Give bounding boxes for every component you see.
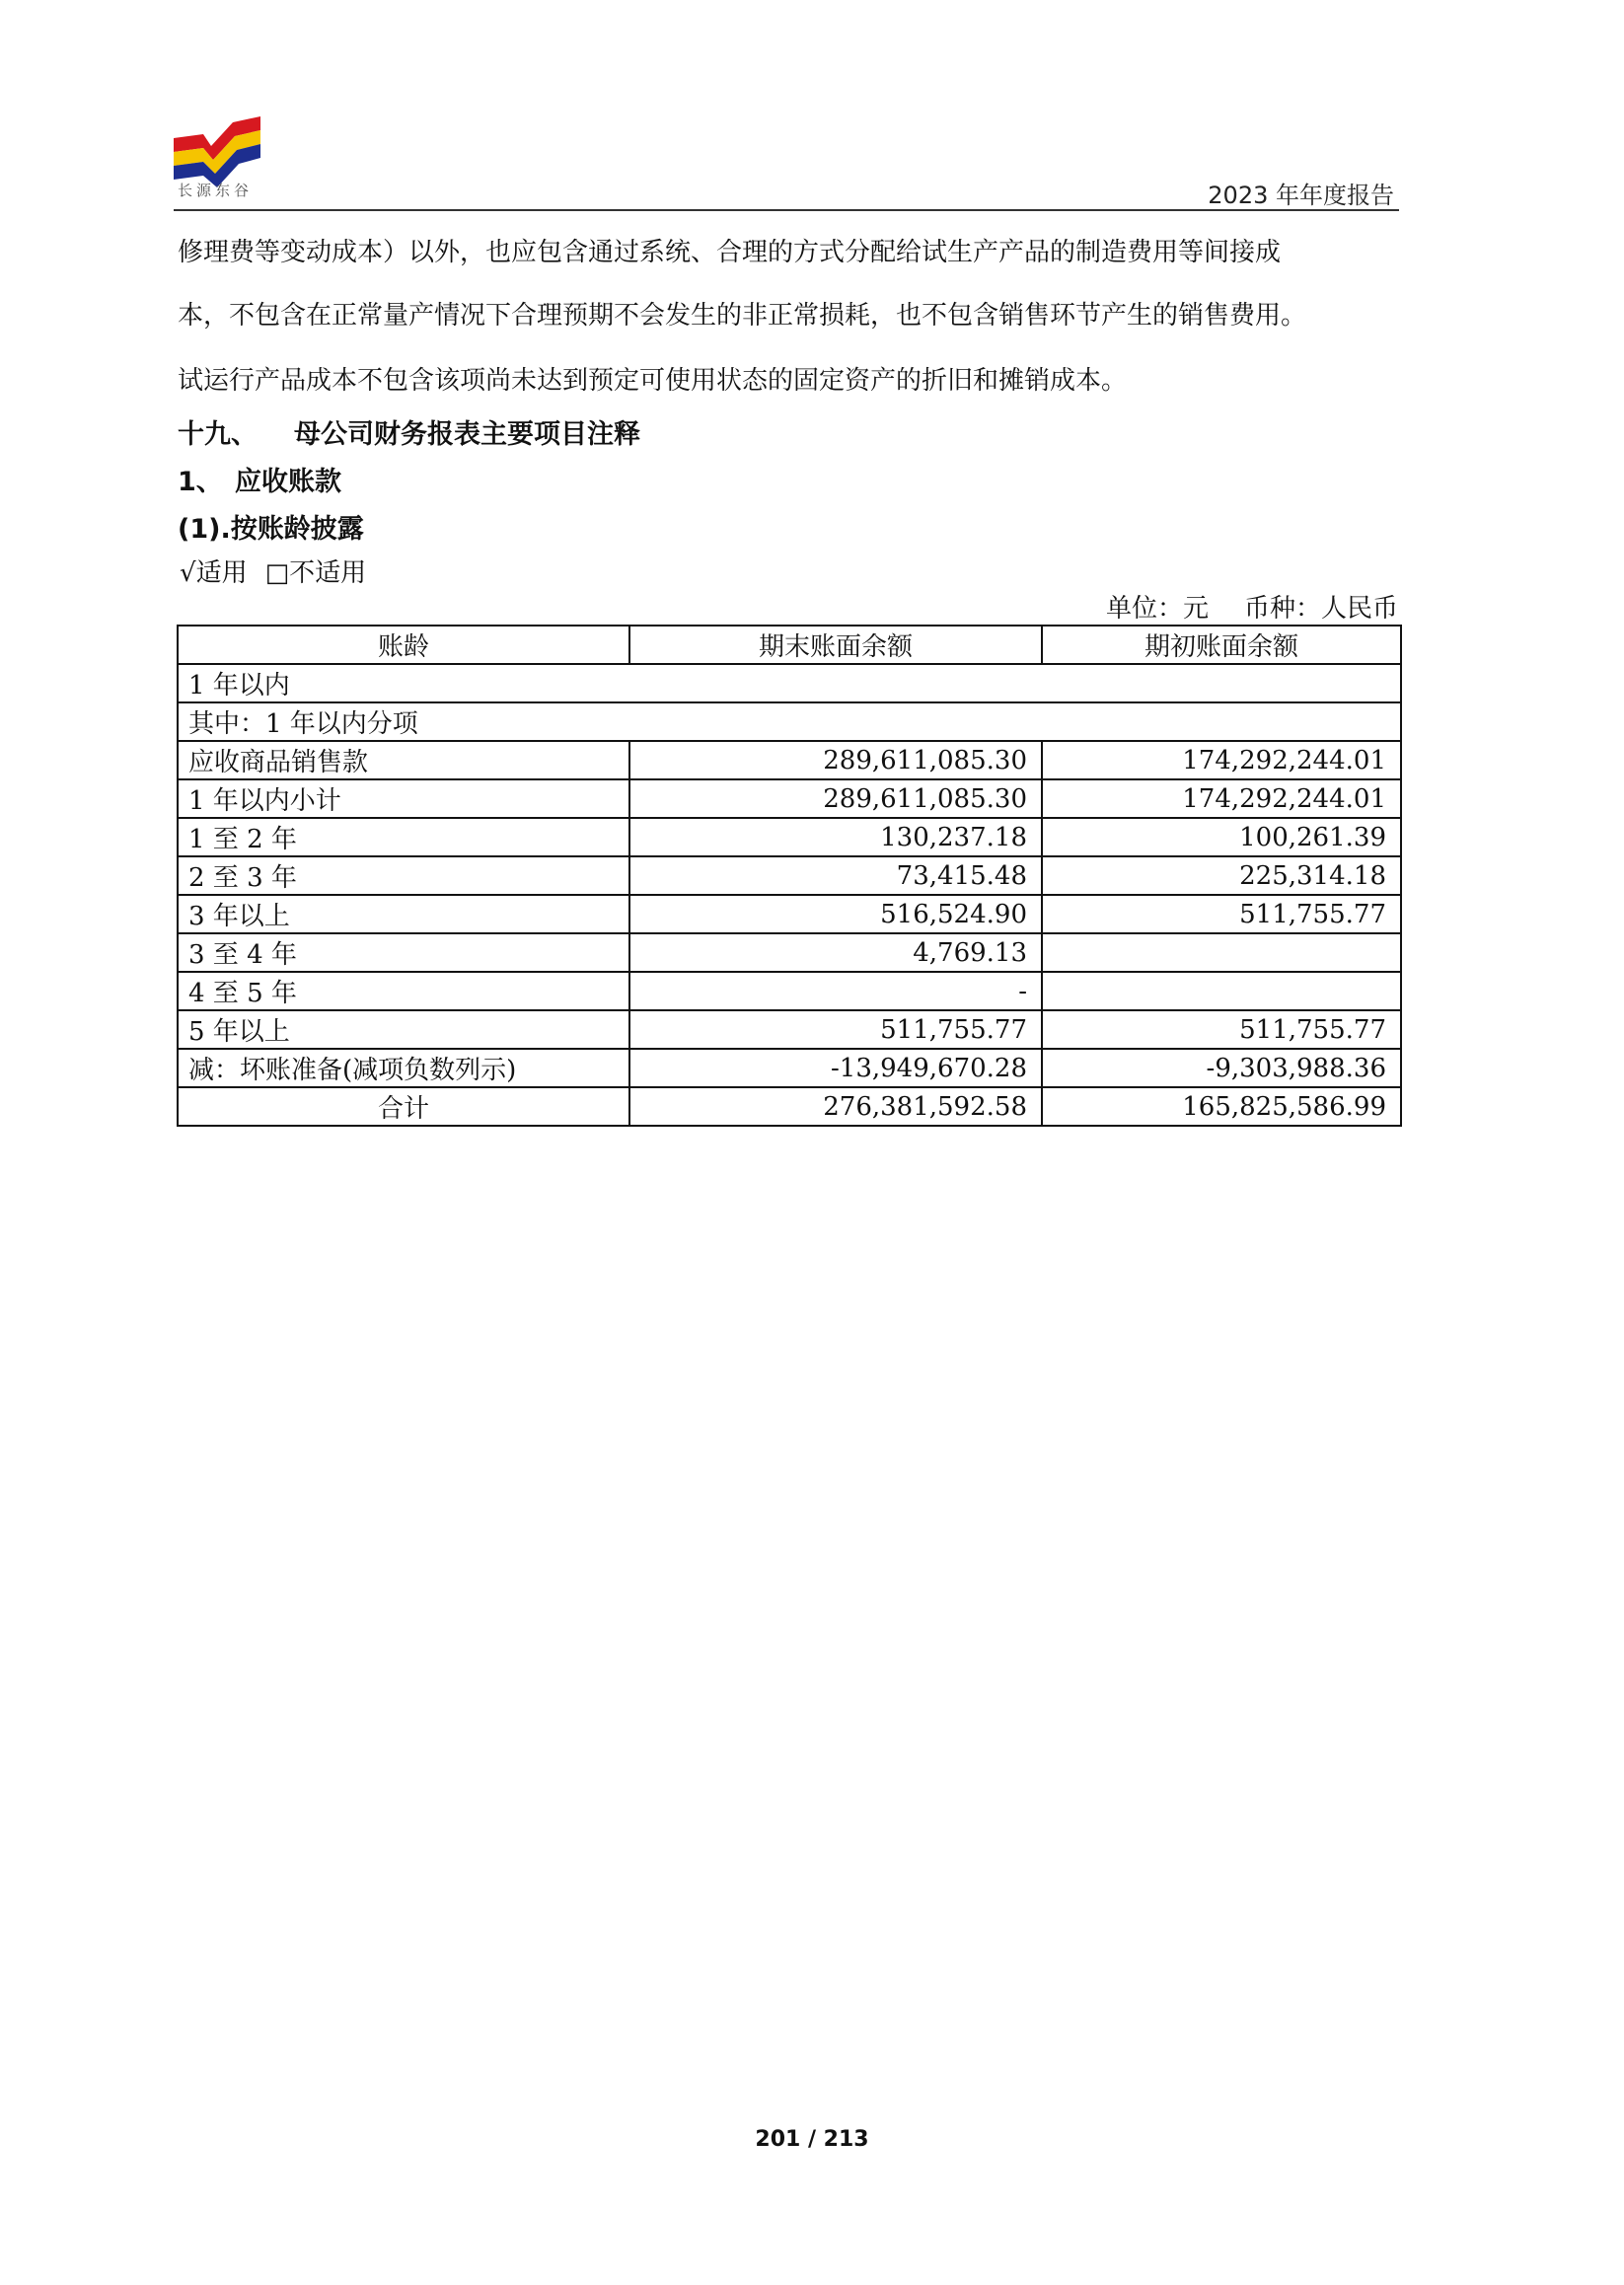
table-row bbox=[178, 856, 1401, 895]
subsection-number: 1、 bbox=[178, 467, 223, 497]
ending-balance-cell: - bbox=[629, 972, 1042, 1010]
section-heading bbox=[178, 412, 640, 451]
report-title: 2023 年年度报告 bbox=[1208, 182, 1394, 209]
unit-note bbox=[1106, 588, 1398, 625]
row-label: 3 至 4 年 bbox=[178, 933, 629, 972]
table-row bbox=[178, 779, 1401, 818]
row-label: 应收商品销售款 bbox=[178, 741, 629, 779]
logo-text: 长源东谷 bbox=[178, 182, 254, 199]
beginning-balance-cell: 511,755.77 bbox=[1042, 1010, 1401, 1049]
page-number: 201 / 213 bbox=[755, 2127, 869, 2152]
subsubsection-heading: (1).按账龄披露 bbox=[178, 514, 364, 545]
section-number: 十九、 bbox=[178, 419, 258, 450]
table-header-row bbox=[178, 626, 1401, 664]
row-label: 3 年以上 bbox=[178, 895, 629, 933]
table-row bbox=[178, 664, 1401, 702]
table-row bbox=[178, 818, 1401, 856]
applicability-options bbox=[180, 553, 366, 589]
beginning-balance-cell: 174,292,244.01 bbox=[1042, 741, 1401, 779]
row-label: 1 年以内小计 bbox=[178, 779, 629, 818]
header-divider bbox=[174, 209, 1399, 211]
ending-balance-cell: -13,949,670.28 bbox=[629, 1049, 1042, 1087]
table-row bbox=[178, 741, 1401, 779]
table-row bbox=[178, 933, 1401, 972]
subsection-heading bbox=[178, 460, 341, 498]
section-title: 母公司财务报表主要项目注释 bbox=[294, 419, 640, 450]
row-label: 合计 bbox=[178, 1087, 629, 1126]
beginning-balance-cell: -9,303,988.36 bbox=[1042, 1049, 1401, 1087]
body-paragraph-2: 本，不包含在正常量产情况下合理预期不会发生的非正常损耗，也不包含销售环节产生的销售费用。 bbox=[178, 301, 1307, 331]
ending-balance-cell: 73,415.48 bbox=[629, 856, 1042, 895]
beginning-balance-cell bbox=[1042, 933, 1401, 972]
row-label: 5 年以上 bbox=[178, 1010, 629, 1049]
column-header-aging: 账龄 bbox=[178, 626, 629, 664]
row-label: 减：坏账准备(减项负数列示) bbox=[178, 1049, 629, 1087]
table-row bbox=[178, 1049, 1401, 1087]
table-row bbox=[178, 702, 1401, 741]
ending-balance-cell: 289,611,085.30 bbox=[629, 779, 1042, 818]
table-total-row bbox=[178, 1087, 1401, 1126]
ending-balance-cell: 289,611,085.30 bbox=[629, 741, 1042, 779]
beginning-balance-cell: 225,314.18 bbox=[1042, 856, 1401, 895]
column-header-ending-balance: 期末账面余额 bbox=[629, 626, 1042, 664]
applicable-option: √适用 bbox=[180, 558, 248, 588]
currency-label: 币种：人民币 bbox=[1243, 594, 1398, 624]
aging-table bbox=[177, 625, 1402, 1127]
row-label: 1 至 2 年 bbox=[178, 818, 629, 856]
unit-label: 单位：元 bbox=[1105, 594, 1209, 624]
body-paragraph-1: 修理费等变动成本）以外，也应包含通过系统、合理的方式分配给试生产产品的制造费用等间接成 bbox=[178, 238, 1282, 267]
ending-balance-cell: 4,769.13 bbox=[629, 933, 1042, 972]
ending-balance-cell: 276,381,592.58 bbox=[629, 1087, 1042, 1126]
column-header-beginning-balance: 期初账面余额 bbox=[1042, 626, 1401, 664]
beginning-balance-cell: 511,755.77 bbox=[1042, 895, 1401, 933]
subsection-title: 应收账款 bbox=[235, 467, 341, 497]
ending-balance-cell: 511,755.77 bbox=[629, 1010, 1042, 1049]
beginning-balance-cell: 165,825,586.99 bbox=[1042, 1087, 1401, 1126]
beginning-balance-cell bbox=[1042, 972, 1401, 1010]
row-label: 1 年以内 bbox=[178, 664, 1401, 702]
not-applicable-option: □不适用 bbox=[264, 558, 367, 588]
row-label: 4 至 5 年 bbox=[178, 972, 629, 1010]
ending-balance-cell: 130,237.18 bbox=[629, 818, 1042, 856]
body-paragraph-3: 试运行产品成本不包含该项尚未达到预定可使用状态的固定资产的折旧和摊销成本。 bbox=[178, 366, 1128, 396]
ending-balance-cell: 516,524.90 bbox=[629, 895, 1042, 933]
table-row bbox=[178, 1010, 1401, 1049]
table-row bbox=[178, 972, 1401, 1010]
beginning-balance-cell: 100,261.39 bbox=[1042, 818, 1401, 856]
row-label: 2 至 3 年 bbox=[178, 856, 629, 895]
row-label: 其中：1 年以内分项 bbox=[178, 702, 1401, 741]
beginning-balance-cell: 174,292,244.01 bbox=[1042, 779, 1401, 818]
table-row bbox=[178, 895, 1401, 933]
